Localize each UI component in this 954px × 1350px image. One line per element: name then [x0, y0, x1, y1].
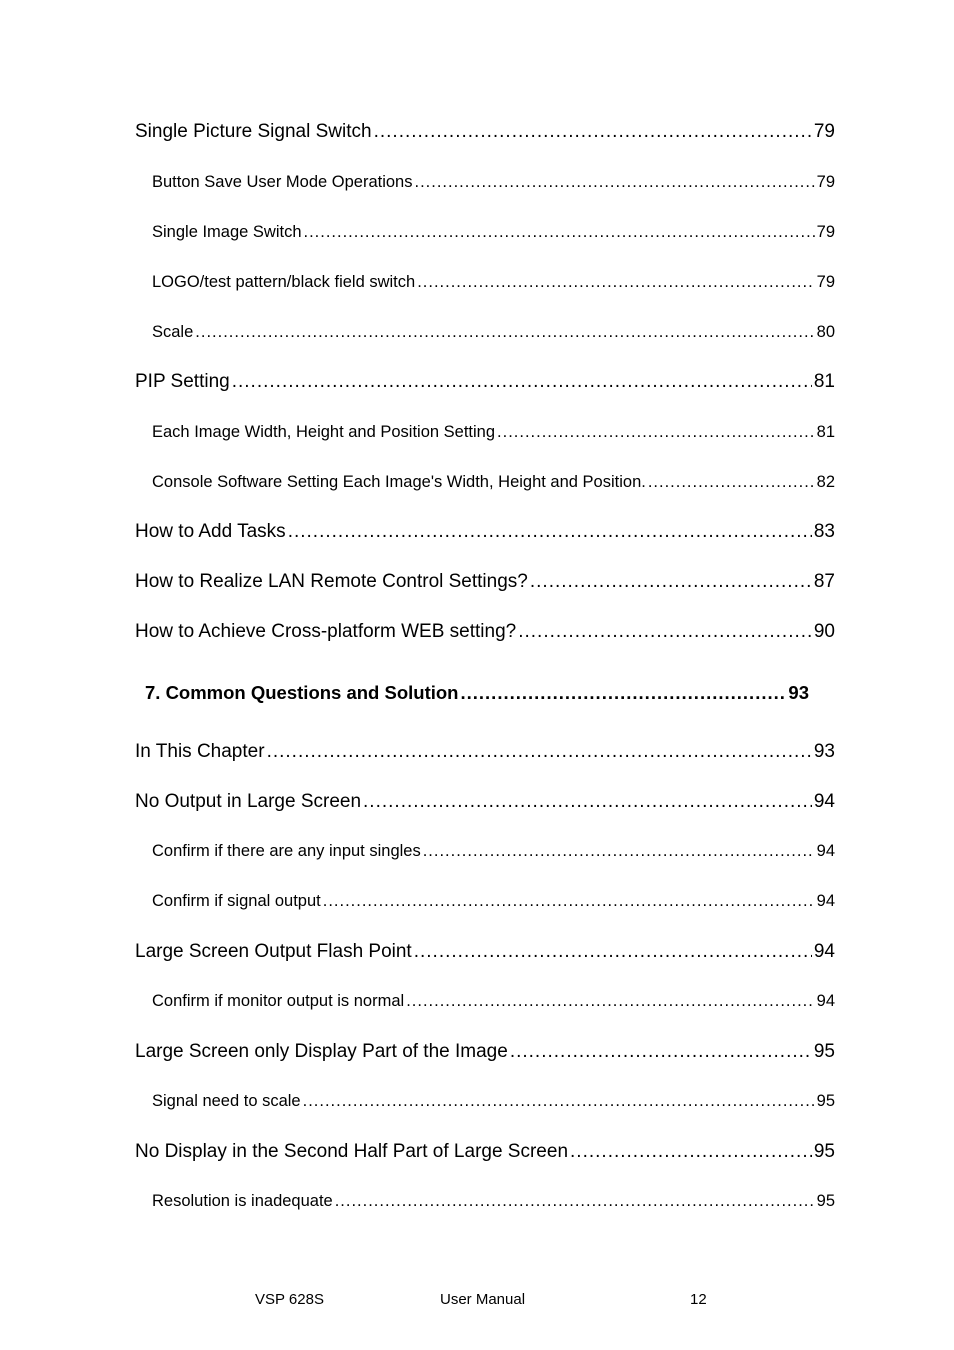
toc-entry-title: How to Achieve Cross-platform WEB setting? — [135, 621, 517, 642]
toc-entry-page: 80 — [816, 323, 835, 341]
toc-entry-title: 7. Common Questions and Solution — [145, 682, 459, 703]
footer-page-number: 12 — [690, 1291, 707, 1308]
toc-leader-dots — [518, 621, 812, 643]
toc-leader-dots — [374, 121, 812, 143]
toc-entry-title: No Output in Large Screen — [135, 791, 362, 812]
toc-entry-title: Console Software Setting Each Image's Width, Height and Position. — [152, 473, 646, 491]
toc-entry-title: Large Screen Output Flash Point — [135, 941, 412, 962]
toc-leader-dots — [423, 842, 815, 861]
toc-leader-dots — [648, 473, 815, 492]
toc-entry-title: Signal need to scale — [152, 1092, 301, 1110]
toc-leader-dots — [335, 1192, 815, 1211]
toc-leader-dots — [406, 992, 814, 1011]
toc-entry[interactable] — [135, 571, 835, 593]
toc-entry[interactable] — [135, 521, 835, 543]
toc-entry-title: Single Image Switch — [152, 223, 302, 241]
toc-entry[interactable] — [135, 1041, 835, 1063]
toc-entry[interactable] — [152, 273, 835, 292]
toc-entry[interactable] — [135, 791, 835, 813]
toc-entry[interactable] — [152, 1092, 835, 1111]
toc-leader-dots — [510, 1041, 812, 1063]
toc-entry-title: How to Realize LAN Remote Control Settings? — [135, 571, 528, 592]
toc-leader-dots — [417, 273, 814, 292]
toc-entry-page: 79 — [816, 173, 835, 191]
toc-chapter-entry[interactable] — [145, 682, 809, 704]
toc-leader-dots — [304, 223, 815, 242]
toc-entry-page: 95 — [816, 1092, 835, 1110]
toc-entry-page: 83 — [813, 521, 835, 542]
footer-product: VSP 628S — [255, 1291, 324, 1308]
toc-entry-title: Confirm if monitor output is normal — [152, 992, 405, 1010]
toc-entry-page: 93 — [813, 741, 835, 762]
toc-entry-title: Confirm if signal output — [152, 892, 321, 910]
toc-entry-title: No Display in the Second Half Part of Large Screen — [135, 1141, 569, 1162]
toc-entry-page: 95 — [813, 1041, 835, 1062]
toc-entry[interactable] — [152, 892, 835, 911]
toc-entry-page: 82 — [816, 473, 835, 491]
toc-entry[interactable] — [152, 1192, 835, 1211]
toc-entry-page: 81 — [813, 371, 835, 392]
toc-entry-title: Scale — [152, 323, 194, 341]
toc-entry-title: Single Picture Signal Switch — [135, 121, 372, 142]
toc-leader-dots — [460, 682, 786, 704]
toc-entry-page: 79 — [813, 121, 835, 142]
toc-leader-dots — [267, 741, 812, 763]
toc-entry-page: 81 — [816, 423, 835, 441]
toc-entry[interactable] — [152, 842, 835, 861]
toc-leader-dots — [195, 323, 814, 342]
toc-entry[interactable] — [152, 423, 835, 442]
toc-leader-dots — [530, 571, 812, 593]
toc-entry[interactable] — [135, 741, 835, 763]
toc-entry[interactable] — [152, 223, 835, 242]
toc-entry-title: Large Screen only Display Part of the Image — [135, 1041, 508, 1062]
toc-entry-page: 95 — [816, 1192, 835, 1210]
toc-entry[interactable] — [135, 371, 835, 393]
toc-leader-dots — [288, 521, 812, 543]
toc-entry-title: How to Add Tasks — [135, 521, 286, 542]
toc-entry[interactable] — [135, 941, 835, 963]
toc-entry-page: 94 — [816, 842, 835, 860]
toc-leader-dots — [414, 173, 814, 192]
toc-entry-page: 79 — [816, 223, 835, 241]
toc-leader-dots — [232, 371, 812, 393]
toc-entry-page: 94 — [816, 892, 835, 910]
toc-entry-page: 94 — [813, 941, 835, 962]
footer-doc-title: User Manual — [440, 1291, 526, 1308]
toc-entry-title: Resolution is inadequate — [152, 1192, 333, 1210]
toc-entry-title: Button Save User Mode Operations — [152, 173, 413, 191]
toc-leader-dots — [323, 892, 815, 911]
toc-leader-dots — [363, 791, 812, 813]
toc-entry-title: In This Chapter — [135, 741, 265, 762]
toc-leader-dots — [497, 423, 815, 442]
toc-entry-title: LOGO/test pattern/black field switch — [152, 273, 416, 291]
toc-entry-page: 95 — [813, 1141, 835, 1162]
toc-entry-page: 79 — [816, 273, 835, 291]
toc-entry-page: 90 — [813, 621, 835, 642]
toc-entry-page: 87 — [813, 571, 835, 592]
toc-entry[interactable] — [152, 992, 835, 1011]
toc-entry[interactable] — [152, 323, 835, 342]
toc-entry[interactable] — [152, 473, 835, 492]
toc-entry[interactable] — [135, 1141, 835, 1163]
toc-entry[interactable] — [135, 621, 835, 643]
toc-entry[interactable] — [135, 121, 835, 143]
toc-leader-dots — [303, 1092, 815, 1111]
toc-entry-title: Confirm if there are any input singles — [152, 842, 421, 860]
toc-entry-page: 94 — [813, 791, 835, 812]
toc-entry-title: PIP Setting — [135, 371, 230, 392]
toc-entry-page: 94 — [816, 992, 835, 1010]
toc-leader-dots — [570, 1141, 812, 1163]
toc-entry-page: 93 — [788, 682, 809, 703]
toc-entry-title: Each Image Width, Height and Position Setting — [152, 423, 496, 441]
toc-leader-dots — [414, 941, 812, 963]
toc-entry[interactable] — [152, 173, 835, 192]
